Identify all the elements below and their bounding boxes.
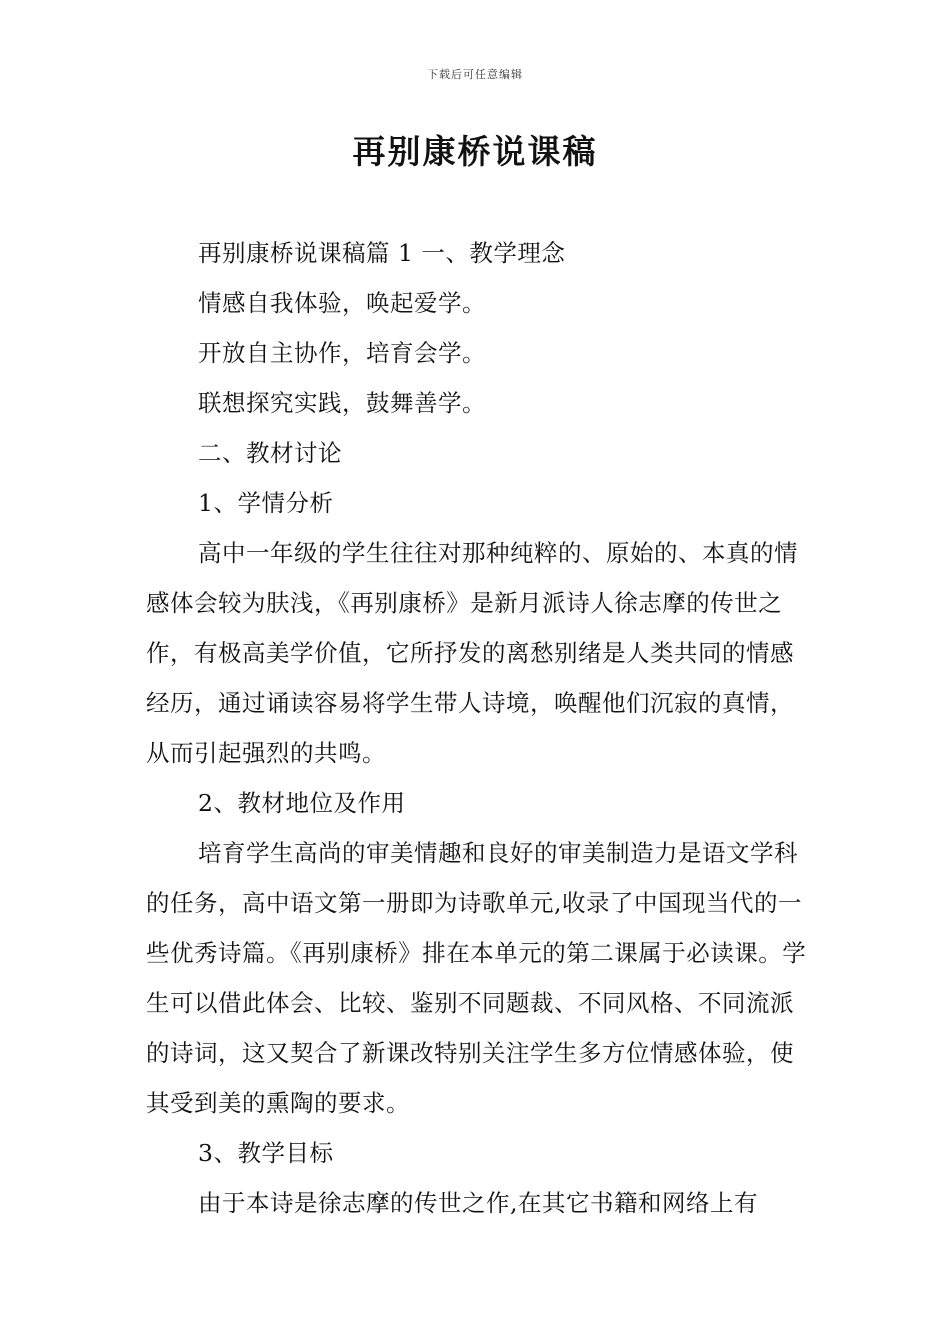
paragraph-concept-2: 开放自主协作，培育会学。 <box>198 339 486 367</box>
subheading-learner-analysis: 1、学情分析 <box>198 489 334 517</box>
header-note: 下载后可任意编辑 <box>427 68 523 81</box>
subheading-material-role: 2、教材地位及作用 <box>198 789 406 817</box>
paragraph-concept-1: 情感自我体验，唤起爱学。 <box>198 289 486 317</box>
paragraph-intro-heading: 再别康桥说课稿篇 1 一、教学理念 <box>198 239 566 267</box>
document-title: 再别康桥说课稿 <box>352 132 598 171</box>
paragraph-teaching-goals: 由于本诗是徐志摩的传世之作,在其它书籍和网络上有 <box>198 1189 758 1217</box>
section-heading-materials: 二、教材讨论 <box>198 439 342 467</box>
paragraph-learner-analysis: 高中一年级的学生往往对那种纯粹的、原始的、本真的情感体会较为肤浅，《再别康桥》是新月派诗人徐志摩的传世之作，有极高美学价值，它所抒发的离愁别绪是人类共同的情感经历，通过诵读容易将学生带人诗境，唤醒他们沉寂的真情，从而引起强烈的共鸣。 <box>146 539 798 767</box>
paragraph-material-role: 培育学生高尚的审美情趣和良好的审美制造力是语文学科的任务，高中语文第一册即为诗歌单元,收录了中国现当代的一些优秀诗篇。《再别康桥》排在本单元的第二课属于必读课。学生可以借此体会、比较、鉴别不同题裁、不同风格、不同流派的诗词，这又契合了新课改特别关注学生多方位情感体验，使其受到美的熏陶的要求。 <box>146 839 807 1117</box>
subheading-teaching-goals: 3、教学目标 <box>198 1139 334 1167</box>
document-body <box>146 228 808 1228</box>
paragraph-concept-3: 联想探究实践，鼓舞善学。 <box>198 389 486 417</box>
